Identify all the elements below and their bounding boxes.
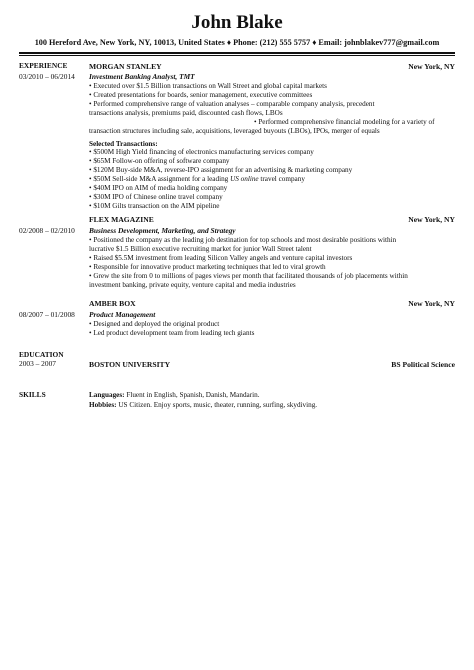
job-bullet: • Led product development team from leading tech giants: [89, 329, 255, 337]
job-title: Investment Banking Analyst, TMT: [89, 72, 195, 81]
job-location: New York, NY: [408, 215, 455, 224]
skills-hobbies: [89, 400, 317, 410]
transaction-item: • $500M High Yield financing of electronics manufacturing services company: [89, 148, 314, 156]
section-heading-skills: SKILLS: [19, 390, 46, 399]
job-location: New York, NY: [408, 299, 455, 308]
transaction-item: • $10M Gilts transaction on the AIM pipeline: [89, 202, 220, 210]
transaction-italic: US online: [230, 175, 259, 183]
job-bullet: investment banking, private equity, venture capital and media industries: [89, 281, 296, 289]
job-company: MORGAN STANLEY: [89, 62, 162, 71]
job-company: FLEX MAGAZINE: [89, 215, 154, 224]
hobbies-value: US Citizen. Enjoy sports, music, theater, running, surfing, skydiving.: [116, 401, 318, 409]
school-name: BOSTON UNIVERSITY: [89, 360, 171, 369]
transaction-item: • $120M Buy-side M&A, reverse-IPO assignment for an advertising & marketing company: [89, 166, 353, 174]
job-bullet: • Performed comprehensive financial modeling for a variety of: [254, 118, 435, 126]
job-bullet: • Designed and deployed the original product: [89, 320, 220, 328]
job-dates: 02/2008 – 02/2010: [19, 226, 75, 235]
languages-label: Languages:: [89, 391, 125, 399]
degree: BS Political Science: [391, 360, 455, 369]
hobbies-label: Hobbies:: [89, 401, 117, 409]
job-bullet: transaction structures including sale, acquisitions, leveraged buyouts (LBOs), IPOs, merger of equals: [89, 127, 380, 135]
job-title: Business Development, Marketing, and Strategy: [89, 226, 236, 235]
header-rule-thin: [19, 55, 455, 56]
job-bullet: • Created presentations for boards, senior management, executive committees: [89, 91, 313, 99]
transaction-item: • $30M IPO of Chinese online travel company: [89, 193, 223, 201]
job-bullet: • Responsible for innovative product marketing techniques that led to viral growth: [89, 263, 326, 271]
job-title: Product Management: [89, 310, 156, 319]
job-bullet: • Positioned the company as the leading job destination for top schools and most desirable positions within: [89, 236, 397, 244]
job-bullet: • Raised $5.5M investment from leading Silicon Valley angels and venture capital investors: [89, 254, 353, 262]
candidate-name: John Blake: [191, 12, 283, 33]
selected-transactions-heading: Selected Transactions:: [89, 140, 158, 148]
job-bullet: transactions analysis, premiums paid, discounted cash flows, LBOs: [89, 109, 283, 117]
job-company: AMBER BOX: [89, 299, 136, 308]
transaction-text-rest: travel company: [258, 175, 305, 183]
job-dates: 03/2010 – 06/2014: [19, 72, 75, 81]
section-heading-education: EDUCATION: [19, 350, 64, 359]
transaction-item: [89, 175, 305, 184]
skills-languages: [89, 390, 260, 400]
job-dates: 08/2007 – 01/2008: [19, 310, 75, 319]
languages-value: Fluent in English, Spanish, Danish, Mandarin.: [124, 391, 260, 399]
contact-line: 100 Hereford Ave, New York, NY, 10013, United States ♦ Phone: (212) 555 5757 ♦ Email: johnblakev777@gmail.com: [34, 38, 440, 47]
job-bullet: • Grew the site from 0 to millions of pages views per month that facilitated thousands of job placements within: [89, 272, 408, 280]
job-bullet: lucrative $1.5 Billion executive recruiting market for junior Wall Street talent: [89, 245, 312, 253]
job-bullet: • Performed comprehensive range of valuation analyses – comparable company analysis, precedent: [89, 100, 375, 108]
transaction-item: • $65M Follow-on offering of software company: [89, 157, 230, 165]
job-location: New York, NY: [408, 62, 455, 71]
header-rule: [19, 52, 455, 54]
transaction-text: • $50M Sell-side M&A assignment for a leading: [89, 175, 231, 183]
transaction-item: • $40M IPO on AIM of media holding company: [89, 184, 228, 192]
education-dates: 2003 – 2007: [19, 359, 56, 368]
job-bullet: • Executed over $1.5 Billion transactions on Wall Street and global capital markets: [89, 82, 327, 90]
section-heading-experience: EXPERIENCE: [19, 61, 68, 70]
